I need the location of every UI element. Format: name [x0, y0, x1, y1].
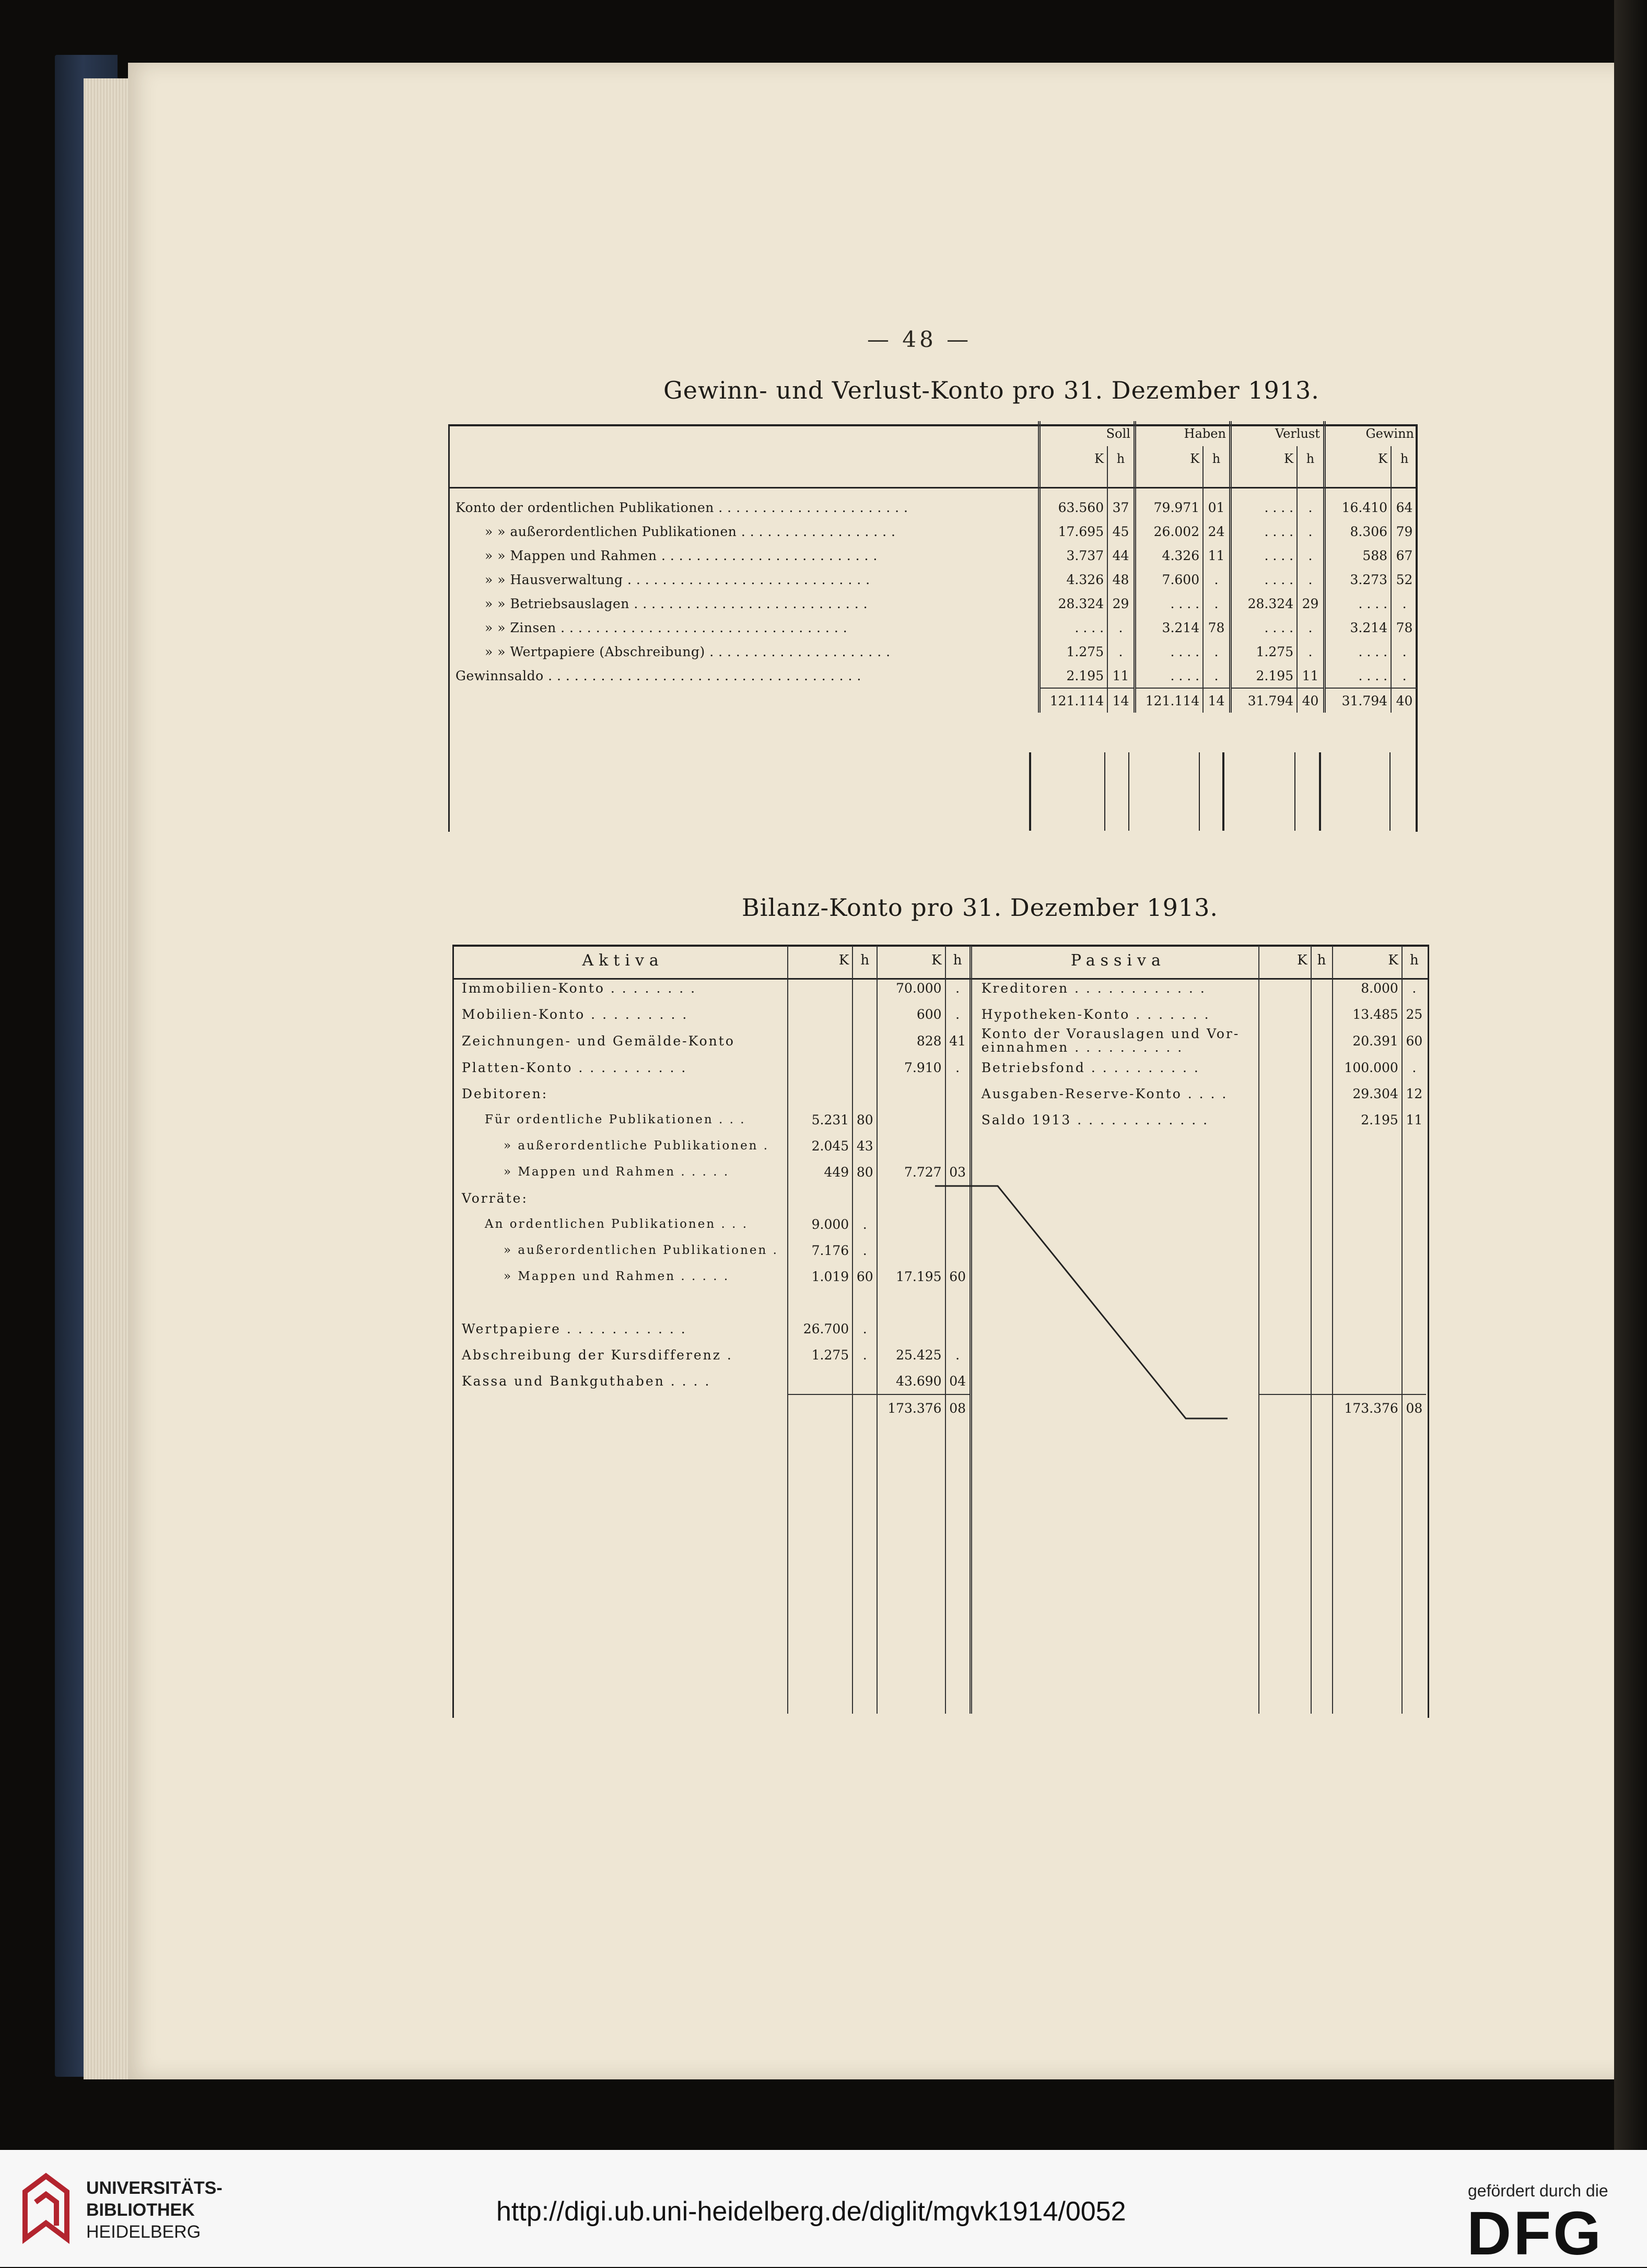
guv-col-extend-5 — [1222, 752, 1224, 831]
aktiva-h2: . — [945, 975, 971, 1001]
viewer-footer — [0, 2150, 1647, 2267]
guv-verlust-h: . — [1297, 567, 1324, 591]
guv-verlust-h: 11 — [1297, 664, 1324, 688]
passiva-k1 — [1259, 1080, 1311, 1107]
passiva-k1 — [1259, 1054, 1311, 1080]
guv-col-extend-2 — [1104, 752, 1105, 831]
aktiva-h2: 41 — [945, 1027, 971, 1054]
aktiva-k2 — [877, 1107, 945, 1133]
bilanz-title: Bilanz-Konto pro 31. Dezember 1913. — [742, 893, 1218, 922]
passiva-h1 — [1311, 1133, 1333, 1159]
library-name-line1: UNIVERSITÄTS- — [86, 2178, 223, 2198]
aktiva-h2: 03 — [945, 1159, 971, 1185]
passiva-h — [1402, 1211, 1426, 1237]
passiva-label: Ausgaben-Reserve-Konto . . . . — [971, 1080, 1259, 1107]
aktiva-h1 — [852, 1185, 877, 1211]
passiva-label: Hypotheken-Konto . . . . . . . — [971, 1001, 1259, 1027]
guv-group-verlust: Verlust — [1230, 421, 1324, 446]
dfg-logo: DFG — [1467, 2199, 1604, 2268]
guv-haben-h: . — [1203, 639, 1230, 664]
guv-verlust-h: . — [1297, 639, 1324, 664]
passiva-k1 — [1259, 1316, 1311, 1342]
guv-haben-k: 7.600 — [1135, 567, 1203, 591]
guv-gewinn-k: 588 — [1324, 543, 1391, 567]
guv-haben-k: . . . . — [1135, 664, 1203, 688]
passiva-h — [1402, 1368, 1426, 1394]
funder-caption: gefördert durch die — [1468, 2181, 1608, 2200]
guv-soll-h: 29 — [1107, 591, 1135, 615]
bilanz-right-border — [1428, 945, 1429, 1718]
passiva-h1 — [1311, 1001, 1333, 1027]
guv-sub-header — [448, 446, 1417, 471]
passiva-k — [1333, 1185, 1402, 1211]
guv-soll-k: 17.695 — [1039, 519, 1107, 543]
guv-soll-h: 44 — [1107, 543, 1135, 567]
passiva-k1 — [1259, 1211, 1311, 1237]
passiva-h: 25 — [1402, 1001, 1426, 1027]
passiva-h1 — [1311, 1289, 1333, 1316]
aktiva-h2 — [945, 1107, 971, 1133]
guv-verlust-k: . . . . — [1230, 495, 1297, 519]
aktiva-k1 — [788, 1027, 852, 1054]
guv-gewinn-k: . . . . — [1324, 639, 1391, 664]
passiva-k1 — [1259, 975, 1311, 1001]
guv-verlust-k: 2.195 — [1230, 664, 1297, 688]
guv-gewinn-k: . . . . — [1324, 591, 1391, 615]
guv-sub-k: K — [1039, 446, 1107, 471]
guv-total-gewinn-k: 31.794 — [1324, 688, 1391, 713]
guv-row-label: » » außerordentlichen Publikationen . . . . . . . . . . . . . . . . . . — [485, 524, 896, 539]
passiva-h — [1402, 1342, 1426, 1368]
guv-soll-h: . — [1107, 615, 1135, 639]
guv-total-verlust-k: 31.794 — [1230, 688, 1297, 713]
aktiva-label: Kassa und Bankguthaben . . . . — [462, 1374, 711, 1389]
aktiva-k2 — [877, 1133, 945, 1159]
bilanz-sub-k: K — [1333, 946, 1402, 975]
guv-group-gewinn: Gewinn — [1324, 421, 1417, 446]
aktiva-label: An ordentlichen Publikationen . . . — [485, 1217, 749, 1231]
aktiva-k2: 7.910 — [877, 1054, 945, 1080]
aktiva-h2 — [945, 1133, 971, 1159]
aktiva-label: Zeichnungen- und Gemälde-Konto — [462, 1033, 735, 1049]
library-name-line2: BIBLIOTHEK — [86, 2200, 195, 2220]
passiva-header: Passiva — [1070, 951, 1166, 970]
aktiva-k1: 9.000 — [788, 1211, 852, 1237]
guv-haben-k: 3.214 — [1135, 615, 1203, 639]
passiva-h1 — [1311, 1263, 1333, 1289]
guv-col-extend-1 — [1029, 752, 1031, 831]
guv-gewinn-k: 16.410 — [1324, 495, 1391, 519]
passiva-label: Kreditoren . . . . . . . . . . . . — [971, 975, 1259, 1001]
guv-haben-k: 79.971 — [1135, 495, 1203, 519]
passiva-k: 100.000 — [1333, 1054, 1402, 1080]
aktiva-k1: 26.700 — [788, 1316, 852, 1342]
bilanz-sub-h: h — [852, 946, 877, 975]
aktiva-k1 — [788, 1080, 852, 1107]
bilanz-row — [454, 1027, 1426, 1054]
aktiva-h1 — [852, 1001, 877, 1027]
university-library-name — [86, 2177, 223, 2243]
aktiva-k1: 1.275 — [788, 1342, 852, 1368]
aktiva-h2: 04 — [945, 1368, 971, 1394]
passiva-k — [1333, 1316, 1402, 1342]
passiva-h — [1402, 1316, 1426, 1342]
guv-haben-h: 01 — [1203, 495, 1230, 519]
aktiva-k2: 17.195 — [877, 1263, 945, 1289]
aktiva-h1: 80 — [852, 1159, 877, 1185]
passiva-h — [1402, 1159, 1426, 1185]
guv-soll-k: . . . . — [1039, 615, 1107, 639]
bilanz-empty-tail — [454, 1421, 1426, 1714]
aktiva-label: Vorräte: — [462, 1190, 528, 1206]
passiva-k — [1333, 1368, 1402, 1394]
guv-group-header — [448, 421, 1417, 446]
bilanz-sub-h: h — [1311, 946, 1333, 975]
guv-haben-k: 26.002 — [1135, 519, 1203, 543]
passiva-h: 60 — [1402, 1027, 1426, 1054]
bilanz-row — [454, 1080, 1426, 1107]
passiva-h1 — [1311, 1107, 1333, 1133]
passiva-k: 8.000 — [1333, 975, 1402, 1001]
guv-verlust-k: . . . . — [1230, 519, 1297, 543]
guv-haben-h: . — [1203, 664, 1230, 688]
aktiva-h2: . — [945, 1001, 971, 1027]
guv-row — [448, 664, 1417, 688]
guv-soll-h: . — [1107, 639, 1135, 664]
permalink-url[interactable]: http://digi.ub.uni-heidelberg.de/diglit/mgvk1914/0052 — [496, 2196, 1126, 2227]
guv-title: Gewinn- und Verlust-Konto pro 31. Dezember 1913. — [663, 376, 1319, 404]
aktiva-k2: 7.727 — [877, 1159, 945, 1185]
aktiva-label — [454, 1289, 788, 1316]
aktiva-h1: 60 — [852, 1263, 877, 1289]
passiva-h1 — [1311, 975, 1333, 1001]
guv-haben-h: . — [1203, 567, 1230, 591]
guv-gewinn-h: 79 — [1391, 519, 1417, 543]
passiva-k1 — [1259, 1342, 1311, 1368]
aktiva-h2: . — [945, 1054, 971, 1080]
bilanz-row — [454, 1107, 1426, 1133]
guv-row — [448, 591, 1417, 615]
passiva-k — [1333, 1342, 1402, 1368]
aktiva-k1 — [788, 1185, 852, 1211]
passiva-k1 — [1259, 1107, 1311, 1133]
aktiva-label: » Mappen und Rahmen . . . . . — [504, 1165, 730, 1179]
passiva-total-k: 173.376 — [1333, 1394, 1402, 1421]
passiva-fill-stroke — [935, 1181, 1228, 1426]
aktiva-label: » außerordentlichen Publikationen . — [504, 1243, 778, 1257]
passiva-h — [1402, 1237, 1426, 1263]
guv-row — [448, 639, 1417, 664]
page-number: — 48 — — [867, 327, 972, 352]
bilanz-sub-h: h — [1402, 946, 1426, 975]
guv-gewinn-h: . — [1391, 664, 1417, 688]
passiva-label: Betriebsfond . . . . . . . . . . — [971, 1054, 1259, 1080]
aktiva-h1 — [852, 1080, 877, 1107]
passiva-h1 — [1311, 1316, 1333, 1342]
guv-haben-h: 24 — [1203, 519, 1230, 543]
bilanz-left-border — [452, 945, 454, 1718]
passiva-k1 — [1259, 1289, 1311, 1316]
guv-row — [448, 495, 1417, 519]
guv-row-label: Gewinnsaldo . . . . . . . . . . . . . . . . . . . . . . . . . . . . . . . . . . . . — [455, 668, 861, 683]
passiva-k1 — [1259, 1185, 1311, 1211]
aktiva-k2: 70.000 — [877, 975, 945, 1001]
guv-soll-h: 48 — [1107, 567, 1135, 591]
guv-col-extend-6 — [1294, 752, 1295, 831]
guv-group-haben: Haben — [1135, 421, 1230, 446]
aktiva-h1 — [852, 1054, 877, 1080]
aktiva-h1: . — [852, 1211, 877, 1237]
guv-soll-k: 63.560 — [1039, 495, 1107, 519]
guv-row-label: » » Wertpapiere (Abschreibung) . . . . . . . . . . . . . . . . . . . . . — [485, 644, 891, 659]
aktiva-label: Immobilien-Konto . . . . . . . . — [462, 980, 697, 996]
library-name-line3: HEIDELBERG — [86, 2222, 201, 2242]
passiva-k1 — [1259, 1237, 1311, 1263]
bilanz-row — [454, 975, 1426, 1001]
guv-row-label: » » Mappen und Rahmen . . . . . . . . . . . . . . . . . . . . . . . . . — [485, 548, 878, 563]
aktiva-k2: 25.425 — [877, 1342, 945, 1368]
aktiva-k1 — [788, 975, 852, 1001]
guv-sub-h: h — [1203, 446, 1230, 471]
aktiva-header: Aktiva — [582, 951, 664, 970]
guv-total-verlust-h: 40 — [1297, 688, 1324, 713]
bilanz-sub-k: K — [788, 946, 852, 975]
passiva-k1 — [1259, 1263, 1311, 1289]
aktiva-h2 — [945, 1080, 971, 1107]
guv-soll-h: 37 — [1107, 495, 1135, 519]
passiva-label: Konto der Vorauslagen und Vor-einnahmen . . . . . . . . . . — [971, 1027, 1259, 1054]
guv-gewinn-k: 3.273 — [1324, 567, 1391, 591]
guv-col-extend-4 — [1199, 752, 1200, 831]
aktiva-h1: . — [852, 1316, 877, 1342]
aktiva-h1: 80 — [852, 1107, 877, 1133]
guv-col-extend-3 — [1128, 752, 1129, 831]
bilanz-header — [454, 946, 1426, 975]
passiva-h1 — [1311, 1027, 1333, 1054]
guv-total-soll-k: 121.114 — [1039, 688, 1107, 713]
aktiva-k1: 1.019 — [788, 1263, 852, 1289]
aktiva-k1 — [788, 1054, 852, 1080]
aktiva-label: Debitoren: — [462, 1086, 548, 1101]
guv-sub-k: K — [1230, 446, 1297, 471]
gutter-shadow — [1614, 0, 1647, 2150]
guv-verlust-k: 28.324 — [1230, 591, 1297, 615]
guv-haben-k: 4.326 — [1135, 543, 1203, 567]
guv-verlust-h: . — [1297, 543, 1324, 567]
passiva-h — [1402, 1263, 1426, 1289]
aktiva-k1 — [788, 1368, 852, 1394]
guv-row-label: » » Zinsen . . . . . . . . . . . . . . . . . . . . . . . . . . . . . . . . . — [485, 620, 848, 635]
guv-sub-h: h — [1391, 446, 1417, 471]
guv-haben-k: . . . . — [1135, 591, 1203, 615]
guv-verlust-h: . — [1297, 615, 1324, 639]
passiva-k: 20.391 — [1333, 1027, 1402, 1054]
guv-gewinn-k: . . . . — [1324, 664, 1391, 688]
passiva-label — [971, 1133, 1259, 1159]
passiva-h: . — [1402, 975, 1426, 1001]
guv-sub-h: h — [1297, 446, 1324, 471]
aktiva-h1: 43 — [852, 1133, 877, 1159]
guv-verlust-k: . . . . — [1230, 543, 1297, 567]
guv-table — [448, 421, 1417, 713]
guv-verlust-k: . . . . — [1230, 615, 1297, 639]
aktiva-k2: 828 — [877, 1027, 945, 1054]
guv-total-haben-h: 14 — [1203, 688, 1230, 713]
aktiva-k2 — [877, 1080, 945, 1107]
passiva-h1 — [1311, 1080, 1333, 1107]
passiva-total-h: 08 — [1402, 1394, 1426, 1421]
bilanz-sub-k: K — [1259, 946, 1311, 975]
guv-soll-k: 28.324 — [1039, 591, 1107, 615]
guv-soll-h: 45 — [1107, 519, 1135, 543]
guv-row — [448, 567, 1417, 591]
passiva-k — [1333, 1263, 1402, 1289]
passiva-h: 12 — [1402, 1080, 1426, 1107]
passiva-h — [1402, 1133, 1426, 1159]
aktiva-h1 — [852, 975, 877, 1001]
aktiva-k2: 43.690 — [877, 1368, 945, 1394]
guv-totals-row — [448, 688, 1417, 713]
guv-row-label: » » Betriebsauslagen . . . . . . . . . . . . . . . . . . . . . . . . . . . — [485, 596, 868, 611]
aktiva-label: » Mappen und Rahmen . . . . . — [504, 1270, 730, 1283]
passiva-k: 2.195 — [1333, 1107, 1402, 1133]
guv-total-haben-k: 121.114 — [1135, 688, 1203, 713]
passiva-k — [1333, 1211, 1402, 1237]
passiva-k1 — [1259, 1368, 1311, 1394]
passiva-k: 13.485 — [1333, 1001, 1402, 1027]
guv-col-extend-7 — [1319, 752, 1321, 831]
passiva-k1 — [1259, 1133, 1311, 1159]
guv-row — [448, 543, 1417, 567]
aktiva-total-k: 173.376 — [877, 1394, 945, 1421]
guv-row-label: Konto der ordentlichen Publikationen . . . . . . . . . . . . . . . . . . . . . . — [455, 499, 908, 515]
guv-verlust-h: 29 — [1297, 591, 1324, 615]
passiva-h1 — [1311, 1054, 1333, 1080]
guv-haben-h: 11 — [1203, 543, 1230, 567]
aktiva-total-h: 08 — [945, 1394, 971, 1421]
guv-haben-h: 78 — [1203, 615, 1230, 639]
aktiva-label: Platten-Konto . . . . . . . . . . — [462, 1060, 687, 1075]
passiva-h1 — [1311, 1185, 1333, 1211]
bilanz-sub-k: K — [877, 946, 945, 975]
passiva-k1 — [1259, 1001, 1311, 1027]
aktiva-label: Abschreibung der Kursdifferenz . — [462, 1347, 733, 1363]
passiva-h1 — [1311, 1237, 1333, 1263]
guv-gewinn-k: 8.306 — [1324, 519, 1391, 543]
passiva-k: 29.304 — [1333, 1080, 1402, 1107]
guv-row — [448, 519, 1417, 543]
passiva-h1 — [1311, 1211, 1333, 1237]
bilanz-row — [454, 1054, 1426, 1080]
guv-col-extend-8 — [1389, 752, 1391, 831]
passiva-label: Saldo 1913 . . . . . . . . . . . . — [971, 1107, 1259, 1133]
guv-gewinn-h: 78 — [1391, 615, 1417, 639]
passiva-k — [1333, 1159, 1402, 1185]
guv-total-soll-h: 14 — [1107, 688, 1135, 713]
guv-gewinn-h: . — [1391, 639, 1417, 664]
guv-total-gewinn-h: 40 — [1391, 688, 1417, 713]
passiva-h — [1402, 1185, 1426, 1211]
aktiva-k1: 449 — [788, 1159, 852, 1185]
aktiva-k1 — [788, 1289, 852, 1316]
aktiva-h2: . — [945, 1342, 971, 1368]
aktiva-h1: . — [852, 1237, 877, 1263]
guv-haben-k: . . . . — [1135, 639, 1203, 664]
aktiva-label: Wertpapiere . . . . . . . . . . . — [462, 1321, 687, 1336]
passiva-h — [1402, 1289, 1426, 1316]
bilanz-sub-h: h — [945, 946, 971, 975]
aktiva-label: » außerordentliche Publikationen . — [504, 1139, 769, 1153]
passiva-h1 — [1311, 1368, 1333, 1394]
bilanz-row — [454, 1133, 1426, 1159]
aktiva-k1 — [788, 1001, 852, 1027]
passiva-h1 — [1311, 1159, 1333, 1185]
guv-verlust-h: . — [1297, 519, 1324, 543]
guv-haben-h: . — [1203, 591, 1230, 615]
guv-sub-k: K — [1135, 446, 1203, 471]
aktiva-k1: 7.176 — [788, 1237, 852, 1263]
aktiva-h1: . — [852, 1342, 877, 1368]
guv-sub-h: h — [1107, 446, 1135, 471]
guv-gewinn-h: 64 — [1391, 495, 1417, 519]
passiva-h1 — [1311, 1342, 1333, 1368]
guv-soll-k: 2.195 — [1039, 664, 1107, 688]
aktiva-h1 — [852, 1027, 877, 1054]
guv-soll-k: 3.737 — [1039, 543, 1107, 567]
guv-group-soll: Soll — [1039, 421, 1135, 446]
passiva-k — [1333, 1237, 1402, 1263]
guv-soll-k: 4.326 — [1039, 567, 1107, 591]
guv-row-label: » » Hausverwaltung . . . . . . . . . . . . . . . . . . . . . . . . . . . . — [485, 572, 870, 587]
passiva-k — [1333, 1133, 1402, 1159]
guv-verlust-k: . . . . — [1230, 567, 1297, 591]
aktiva-h2: 60 — [945, 1263, 971, 1289]
aktiva-h1 — [852, 1289, 877, 1316]
guv-row — [448, 615, 1417, 639]
guv-gewinn-k: 3.214 — [1324, 615, 1391, 639]
guv-sub-k: K — [1324, 446, 1391, 471]
guv-soll-h: 11 — [1107, 664, 1135, 688]
passiva-k — [1333, 1289, 1402, 1316]
passiva-h: . — [1402, 1054, 1426, 1080]
aktiva-k2: 600 — [877, 1001, 945, 1027]
guv-gewinn-h: 52 — [1391, 567, 1417, 591]
aktiva-h1 — [852, 1368, 877, 1394]
guv-verlust-k: 1.275 — [1230, 639, 1297, 664]
guv-gewinn-h: 67 — [1391, 543, 1417, 567]
guv-soll-k: 1.275 — [1039, 639, 1107, 664]
university-library-logo-icon — [20, 2171, 72, 2244]
aktiva-k1: 2.045 — [788, 1133, 852, 1159]
aktiva-label: Mobilien-Konto . . . . . . . . . — [462, 1006, 688, 1022]
passiva-h: 11 — [1402, 1107, 1426, 1133]
aktiva-label: Für ordentliche Publikationen . . . — [485, 1113, 746, 1126]
guv-gewinn-h: . — [1391, 591, 1417, 615]
aktiva-k1: 5.231 — [788, 1107, 852, 1133]
bilanz-row — [454, 1001, 1426, 1027]
passiva-k1 — [1259, 1027, 1311, 1054]
guv-verlust-h: . — [1297, 495, 1324, 519]
passiva-k1 — [1259, 1159, 1311, 1185]
